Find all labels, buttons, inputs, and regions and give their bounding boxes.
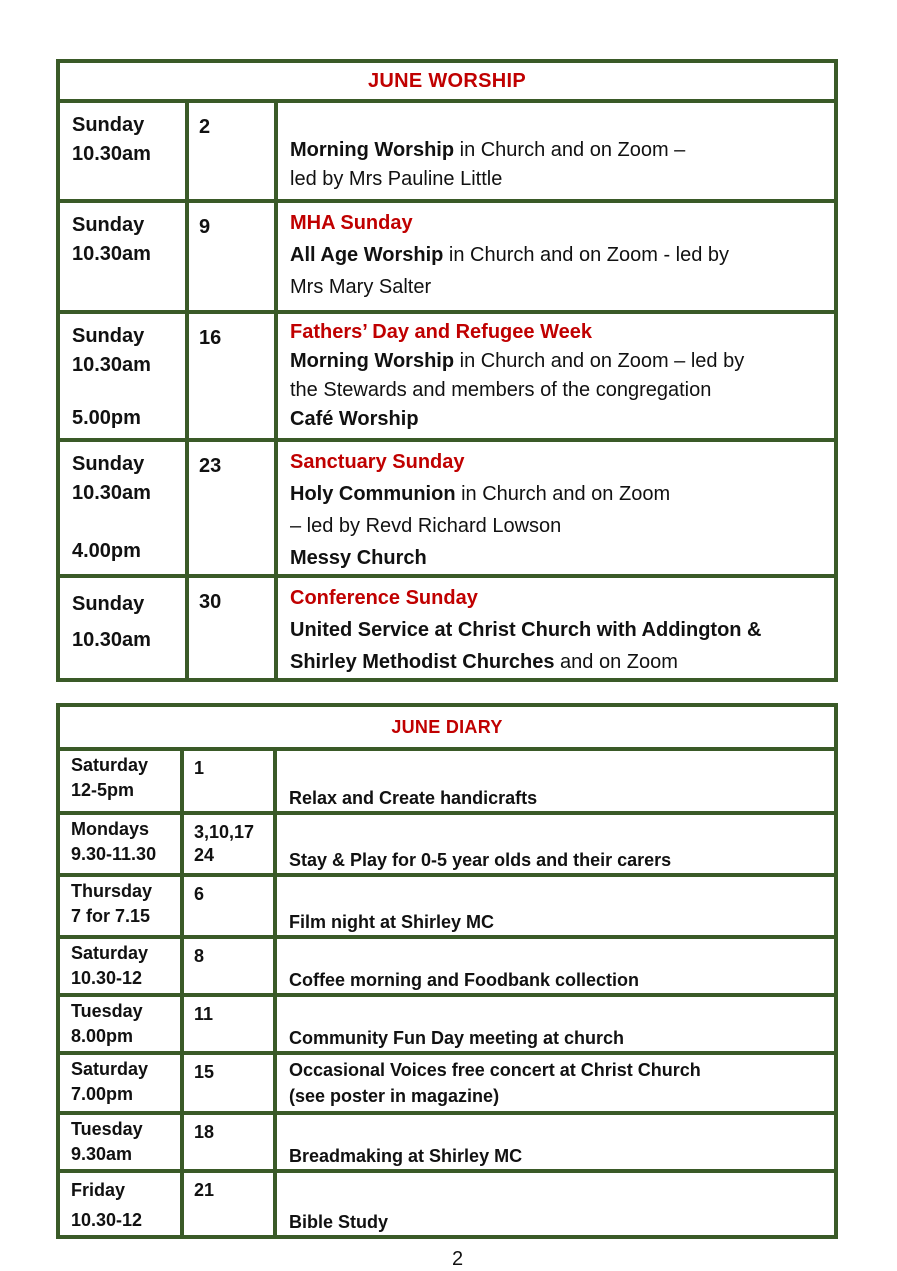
day-label: Sunday xyxy=(72,214,145,236)
diary-title: JUNE DIARY xyxy=(58,705,836,749)
diary-event: Relax and Create handicrafts xyxy=(275,749,836,813)
diary-row xyxy=(58,937,836,995)
diary-date: 8 xyxy=(182,937,275,995)
worship-details xyxy=(276,201,836,312)
worship-details xyxy=(276,440,836,576)
day-label: Sunday xyxy=(72,593,145,615)
worship-row xyxy=(58,440,836,576)
detail-line: the Stewards and members of the congregation xyxy=(290,379,712,401)
detail-line: Messy Church xyxy=(290,547,427,569)
diary-day-time: Friday 10.30-12 xyxy=(58,1171,182,1237)
diary-event: Occasional Voices free concert at Christ Church (see poster in magazine) xyxy=(275,1053,836,1113)
worship-date: 2 xyxy=(187,101,276,201)
worship-heading: Conference Sunday xyxy=(290,587,478,609)
diary-day-time: Saturday 12-5pm xyxy=(58,749,182,813)
diary-date: 21 xyxy=(182,1171,275,1237)
worship-row xyxy=(58,101,836,201)
detail-line: Mrs Mary Salter xyxy=(290,276,432,298)
diary-date: 1 xyxy=(182,749,275,813)
diary-row xyxy=(58,1171,836,1237)
diary-day-time: Tuesday 8.00pm xyxy=(58,995,182,1053)
detail-line: Café Worship xyxy=(290,408,419,430)
worship-row xyxy=(58,576,836,680)
detail-line: United Service at Christ Church with Addington & xyxy=(290,619,762,641)
worship-date: 23 xyxy=(187,440,276,576)
time-label: 10.30am xyxy=(72,482,151,504)
detail-line: Morning Worship in Church and on Zoom – xyxy=(290,139,686,161)
worship-details xyxy=(276,101,836,201)
detail-line: Shirley Methodist Churches and on Zoom xyxy=(290,651,678,673)
diary-event: Breadmaking at Shirley MC xyxy=(275,1113,836,1171)
day-label: Sunday xyxy=(72,114,145,136)
worship-title: JUNE WORSHIP xyxy=(58,61,836,101)
detail-line: led by Mrs Pauline Little xyxy=(290,168,503,190)
diary-date: 18 xyxy=(182,1113,275,1171)
worship-day-time xyxy=(58,201,187,312)
worship-date: 16 xyxy=(187,312,276,440)
detail-line: All Age Worship in Church and on Zoom - led by xyxy=(290,244,730,266)
worship-row xyxy=(58,201,836,312)
diary-row xyxy=(58,1113,836,1171)
diary-date: 6 xyxy=(182,875,275,937)
worship-heading: Sanctuary Sunday xyxy=(290,451,465,473)
diary-event: Film night at Shirley MC xyxy=(275,875,836,937)
worship-table xyxy=(56,59,838,682)
diary-row xyxy=(58,749,836,813)
worship-heading: MHA Sunday xyxy=(290,212,413,234)
worship-date: 9 xyxy=(187,201,276,312)
diary-day-time: Thursday 7 for 7.15 xyxy=(58,875,182,937)
diary-date: 3,10,17 24 xyxy=(182,813,275,875)
worship-heading: Fathers’ Day and Refugee Week xyxy=(290,321,592,343)
diary-row xyxy=(58,995,836,1053)
time-label: 10.30am xyxy=(72,354,151,376)
diary-date: 11 xyxy=(182,995,275,1053)
worship-date: 30 xyxy=(187,576,276,680)
time-label: 10.30am xyxy=(72,629,151,651)
day-label: Sunday xyxy=(72,453,145,475)
worship-day-time xyxy=(58,440,187,576)
diary-day-time: Saturday 10.30-12 xyxy=(58,937,182,995)
diary-event: Coffee morning and Foodbank collection xyxy=(275,937,836,995)
diary-table xyxy=(56,703,838,1239)
diary-event: Bible Study xyxy=(275,1171,836,1237)
worship-details xyxy=(276,576,836,680)
diary-event: Stay & Play for 0-5 year olds and their carers xyxy=(275,813,836,875)
diary-day-time: Saturday 7.00pm xyxy=(58,1053,182,1113)
page-number: 2 xyxy=(452,1248,464,1270)
day-label: Sunday xyxy=(72,325,145,347)
diary-day-time: Tuesday 9.30am xyxy=(58,1113,182,1171)
worship-day-time xyxy=(58,101,187,201)
diary-row xyxy=(58,875,836,937)
time-label-2: 5.00pm xyxy=(72,407,141,429)
diary-date: 15 xyxy=(182,1053,275,1113)
worship-day-time xyxy=(58,312,187,440)
worship-row xyxy=(58,312,836,440)
diary-row xyxy=(58,813,836,875)
time-label-2: 4.00pm xyxy=(72,540,141,562)
diary-row xyxy=(58,1053,836,1113)
diary-day-time: Mondays 9.30-11.30 xyxy=(58,813,182,875)
diary-event: Community Fun Day meeting at church xyxy=(275,995,836,1053)
worship-details xyxy=(276,312,836,440)
detail-line: – led by Revd Richard Lowson xyxy=(290,515,562,537)
detail-line: Morning Worship in Church and on Zoom – led by xyxy=(290,350,745,372)
time-label: 10.30am xyxy=(72,243,151,265)
detail-line: Holy Communion in Church and on Zoom xyxy=(290,483,671,505)
worship-day-time xyxy=(58,576,187,680)
time-label: 10.30am xyxy=(72,143,151,165)
